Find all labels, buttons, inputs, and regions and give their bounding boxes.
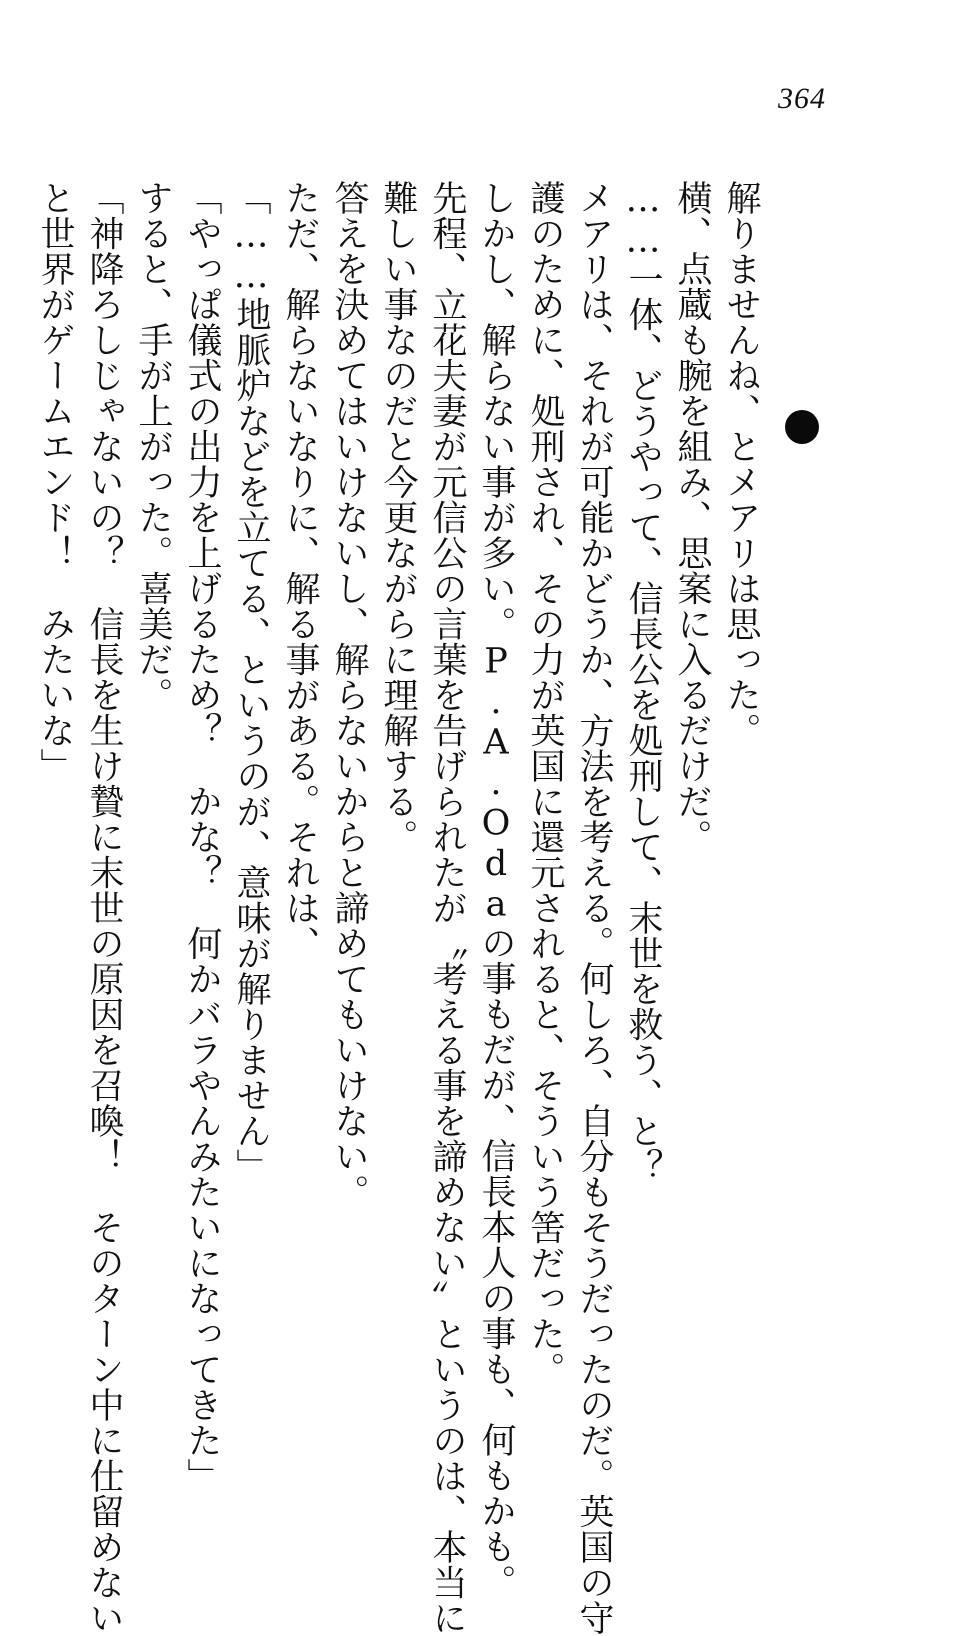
text-line: ただ、解らないなりに、解る事がある。それは、 <box>280 180 320 961</box>
text-line: メアリは、それが可能かどうか、方法を考える。何しろ、自分もそうだったのだ。英国の守 <box>574 180 614 1636</box>
text-line: 護のために、処刑され、その力が英国に還元されると、そういう筈だった。 <box>525 180 565 1387</box>
text-line: 「やっぱ儀式の出力を上げるため？ かな？ 何かバラやんみたいになってきた」 <box>182 180 222 1494</box>
chapter-marker-dot <box>785 410 819 444</box>
text-line: 先程、立花夫妻が元信公の言葉を告げられたが〝考える事を諦めない〟というのは、本当に <box>427 180 467 1636</box>
text-line: 横、点蔵も腕を組み、思案に入るだけだ。 <box>672 180 712 855</box>
vertical-body-text <box>30 180 765 1636</box>
text-line: しかし、解らない事が多い。P.A.Odaの事もだが、信長本人の事も、何もかも。 <box>476 180 516 1600</box>
text-line: 「……地脈炉などを立てる、というのが、意味が解りません」 <box>231 180 271 1184</box>
text-line: すると、手が上がった。喜美だ。 <box>133 180 173 713</box>
text-line: 解りませんね、とメアリは思った。 <box>721 180 761 748</box>
text-line: と世界がゲームエンド！ みたいな」 <box>35 180 75 784</box>
text-line: 「神降ろしじゃないの？ 信長を生け贄に末世の原因を召喚！ そのターン中に仕留めない <box>84 180 124 1636</box>
text-line: 難しい事なのだと今更ながらに理解する。 <box>378 180 418 855</box>
text-line: ……一体、どうやって、信長公を処刑して、末世を救う、と？ <box>623 180 663 1184</box>
page-number: 364 <box>778 82 826 115</box>
text-line: 答えを決めてはいけないし、解らないからと諦めてもいけない。 <box>329 180 369 1210</box>
